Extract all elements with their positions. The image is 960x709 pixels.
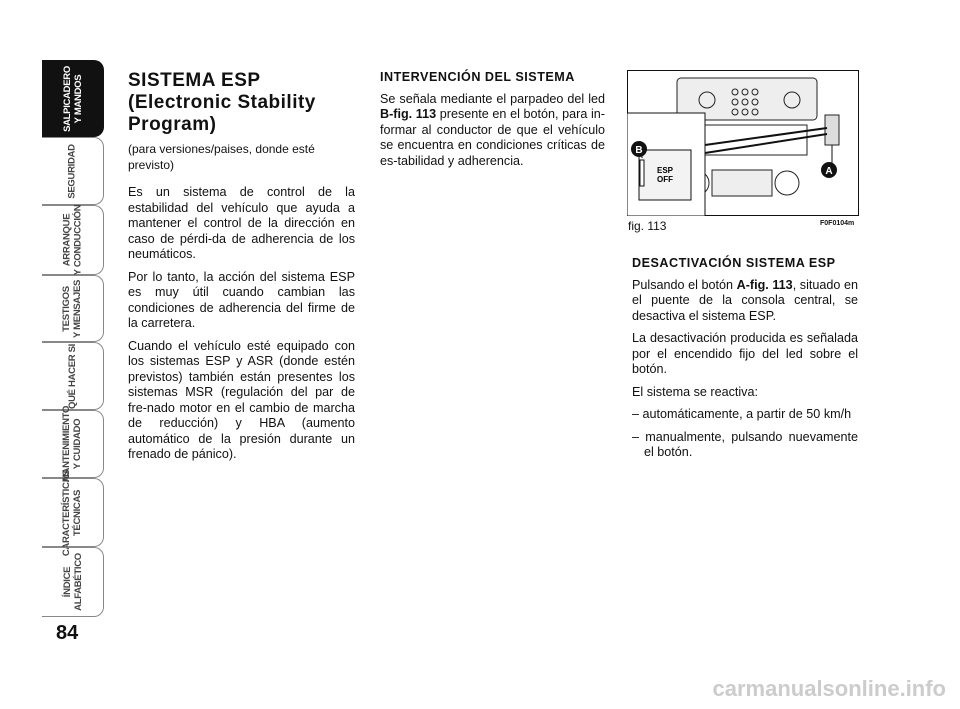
- tab-arranque[interactable]: [42, 205, 104, 275]
- paragraph: Pulsando el botón A-fig. 113, situado en el puente de la consola central, se desactiva el sistema ESP.: [632, 277, 858, 323]
- column-3: [632, 256, 858, 468]
- column-1: [128, 70, 355, 470]
- tab-mantenimiento[interactable]: [42, 405, 104, 483]
- figure-caption: fig. 113: [628, 219, 667, 233]
- tab-label: CARACTERÍSTICAS TÉCNICAS: [61, 469, 84, 556]
- figure-code: F0F0104m: [820, 220, 855, 227]
- tab-salpicadero[interactable]: [42, 60, 104, 137]
- figure-113-console: [627, 70, 859, 216]
- svg-text:OFF: OFF: [657, 175, 673, 184]
- tab-label: SALPICADERO Y MANDOS: [61, 65, 84, 132]
- tab-label: SEGURIDAD: [67, 143, 78, 199]
- tab-label: MANTENIMIENTO Y CUIDADO: [61, 405, 84, 483]
- tab-seguridad[interactable]: [42, 137, 104, 205]
- svg-text:ESP: ESP: [656, 166, 674, 175]
- list-item: – automáticamente, a partir de 50 km/h: [632, 407, 852, 421]
- watermark: carmanualsonline.info: [712, 676, 946, 701]
- page-number: 84: [56, 622, 79, 644]
- paragraph: Se señala mediante el parpadeo del led B-fig. 113 presente en el botón, para in-formar al conductor de que el vehículo se encuentra en condiciones críticas de es-tabilidad y adherencia.: [380, 91, 606, 168]
- paragraph: Por lo tanto, la acción del sistema ESP es muy útil cuando cambian las condiciones de adherencia del firme de la carretera.: [128, 269, 355, 330]
- paragraph: Cuando el vehículo esté equipado con los sistemas ESP y ASR (donde estén previstos) también están presentes los sistemas MSR (regulación del par de fre-nado motor en el cambio de marcha de reducción) y HBA (aumento automático de la presión durante un frenado de pánico).: [128, 338, 355, 461]
- subtitle: (para versiones/paises, donde esté previsto): [128, 142, 315, 172]
- tab-indice[interactable]: [42, 547, 104, 617]
- tab-testigos[interactable]: [42, 275, 104, 342]
- tab-label: ÍNDICE ALFABÉTICO: [61, 553, 84, 611]
- paragraph: La desactivación producida es señalada por el encendido fijo del led sobre el botón.: [632, 331, 858, 376]
- paragraph: El sistema se reactiva:: [632, 384, 758, 399]
- svg-text:B: B: [635, 145, 643, 156]
- section-heading: DESACTIVACIÓN SISTEMA ESP: [632, 256, 836, 270]
- tab-caracteristicas[interactable]: [42, 469, 104, 556]
- section-title: SISTEMA ESP (Electronic Stability Program): [128, 70, 316, 135]
- section-heading: INTERVENCIÓN DEL SISTEMA: [380, 70, 575, 84]
- esp-switch: [825, 115, 839, 145]
- tab-label: ARRANQUE Y CONDUCCIÓN: [61, 204, 84, 276]
- svg-text:A: A: [825, 166, 833, 177]
- list-item: – manualmente, pulsando nuevamente el botón.: [632, 429, 858, 459]
- climate-display: [712, 170, 772, 196]
- paragraph: Es un sistema de control de la estabilidad del vehículo que ayuda a mantener el control de la dirección en caso de pérdi-da de adherencia de los neumáticos.: [128, 185, 355, 261]
- tab-label: TESTIGOS Y MENSAJES: [61, 279, 84, 338]
- column-2: [380, 70, 605, 176]
- tab-label: QUÉ HACER SI: [67, 343, 78, 409]
- tab-que-hacer-si[interactable]: [42, 342, 104, 410]
